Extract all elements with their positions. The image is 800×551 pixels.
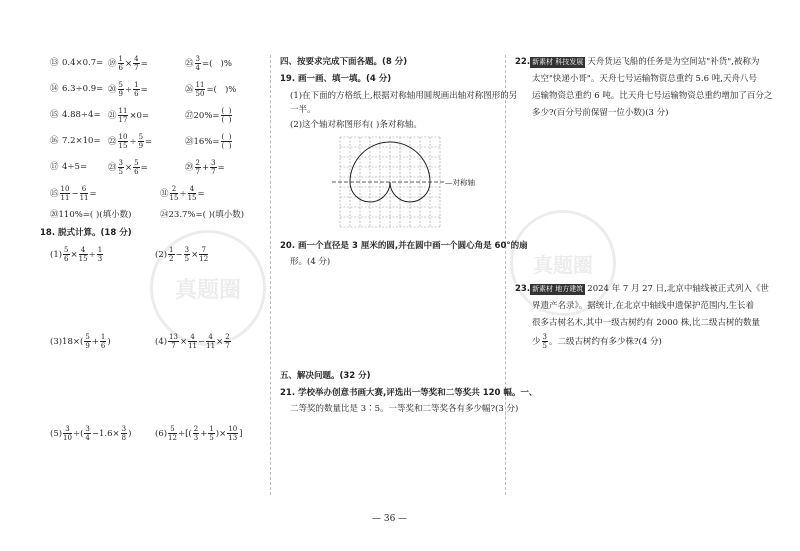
question-21a: 21. 学校举办创意书画大赛,评选出一等奖和二等奖共 120 幅。一、 xyxy=(280,388,538,398)
section-18-title: 18. 脱式计算。(18 分) xyxy=(40,228,132,238)
question-22-line: 运输物资总重约 6 吨。比天舟七号运输物资总重约增加了百分之 xyxy=(532,91,773,101)
question-19: 19. 画一画、填一填。(4 分) xyxy=(280,74,392,84)
calc-6: (6) $\frac{5}{12}$ ÷[( $\frac{2}{3}$ + $\frac{1}{5}$ )× $\frac{10}{13}$ ] xyxy=(155,425,243,442)
oral-item: 4.88÷4= xyxy=(62,110,101,120)
watermark-stamp-right: 真题圈 xyxy=(510,210,616,316)
oral-item: ⑮ $\frac{10}{11}$ − $\frac{6}{11}$ = xyxy=(50,185,97,202)
question-20a: 20. 画一个直径是 3 厘米的圆,并在圆中画一个圆心角是 60°的扇 xyxy=(280,241,528,251)
oral-item: ㉙ $\frac{2}{7}$ + $\frac{3}{7}$ = xyxy=(185,159,225,176)
oral-item: ㉑ $\frac{11}{17}$ ×0= xyxy=(108,107,150,124)
oral-item: ⑯ xyxy=(50,136,59,146)
oral-item: ㉖ $\frac{11}{50}$ =( )% xyxy=(185,81,237,98)
question-19-1b: 一半。 xyxy=(290,105,316,115)
question-19-1a: (1)在下面的方格纸上,根据对称轴用圆规画出轴对称图形的另 xyxy=(290,91,518,101)
column-divider-left xyxy=(270,55,271,495)
calc-5: (5) $\frac{3}{10}$ ÷( $\frac{3}{4}$ −1.6× $\frac{3}{8}$ ) xyxy=(50,425,132,442)
column-divider-right xyxy=(505,55,506,495)
oral-item: 4÷5= xyxy=(62,162,88,172)
oral-item: ㉔23.7%=( )(填小数) xyxy=(160,210,245,220)
oral-item: ⑳110%=( )(填小数) xyxy=(50,210,132,220)
oral-item: ⑰ xyxy=(50,162,59,172)
oral-item: ⑭ xyxy=(50,84,59,94)
page-number: — 36 — xyxy=(372,514,408,524)
oral-item: ㉒ $\frac{10}{15}$ ÷ $\frac{5}{9}$ = xyxy=(108,133,153,150)
oral-item: ㉕ $\frac{3}{4}$ =( )% xyxy=(185,55,232,72)
oral-item: ㉘16%= $\frac{( )}{( )}$ xyxy=(185,133,232,150)
question-23-line: 很多古树名木,其中一级古树约有 2000 株,比二级古树的数量 xyxy=(532,318,760,328)
oral-item: ⑬ xyxy=(50,58,59,68)
question-22-line: 多少?(百分号前保留一位小数)(3 分) xyxy=(532,108,669,118)
calc-1: (1) $\frac{5}{6}$ × $\frac{4}{15}$ ÷ $\frac{1}{3}$ xyxy=(50,246,103,263)
oral-item: 7.2×10= xyxy=(62,136,101,146)
calc-2: (2) $\frac{1}{2}$ − $\frac{3}{5}$ × $\frac{7}{12}$ xyxy=(155,246,209,263)
question-22-line: 太空"快递小哥"。天舟七号运输物资总重约 5.6 吨,天舟八号 xyxy=(532,74,757,84)
oral-item: 6.3÷0.9= xyxy=(62,84,104,94)
oral-item: ㉛ $\frac{2}{15}$ ÷ $\frac{4}{15}$ = xyxy=(160,185,205,202)
calc-3: (3)18×( $\frac{5}{9}$ + $\frac{1}{6}$ ) xyxy=(50,333,111,350)
question-23: 23. 新素材 地方建筑 2024 年 7 月 27 日,北京中轴线被正式列入《世 xyxy=(515,284,769,294)
tag-badge: 新素材 科技发展 xyxy=(532,58,584,66)
question-22: 22. 新素材 科技发展 天舟货运飞船的任务是为空间站"补货",被称为 xyxy=(515,57,760,67)
tag-badge: 新素材 地方建筑 xyxy=(532,285,584,293)
question-21b: 二等奖的数量比是 3∶5。一等奖和二等奖各有多少幅?(3 分) xyxy=(290,404,519,414)
section-5-title: 五、解决问题。(32 分) xyxy=(280,371,371,381)
oral-item: ⑲ $\frac{1}{6}$ × $\frac{4}{7}$ = xyxy=(108,55,148,72)
question-19-2: (2)这个轴对称图形有( )条对称轴。 xyxy=(290,120,422,130)
oral-item: ㉗20%= $\frac{( )}{( )}$ xyxy=(185,107,232,124)
question-20b: 形。(4 分) xyxy=(290,257,331,267)
oral-item: ⑳ $\frac{5}{9}$ ÷ $\frac{1}{6}$ = xyxy=(108,81,148,98)
calc-4: (4) $\frac{13}{7}$ × $\frac{4}{11}$ − $\frac{4}{11}$ × $\frac{2}{7}$ xyxy=(155,333,230,350)
oral-item: ⑮ xyxy=(50,110,59,120)
question-23-line: 少 $\frac{3}{5}$ 。二级古树约有多少株?(4 分) xyxy=(532,333,662,350)
question-23-line: 界遗产名录》。据统计,在北京中轴线申遗保护范围内,生长着 xyxy=(532,301,755,311)
section-4-title: 四、按要求完成下面各题。(8 分) xyxy=(280,57,408,67)
axis-label: —对称轴 xyxy=(445,178,475,187)
oral-item: ㉓ $\frac{3}{5}$ × $\frac{5}{6}$ = xyxy=(108,159,148,176)
watermark-stamp-left: 真题圈 xyxy=(150,230,266,346)
oral-item: 0.4×0.7= xyxy=(62,58,104,68)
